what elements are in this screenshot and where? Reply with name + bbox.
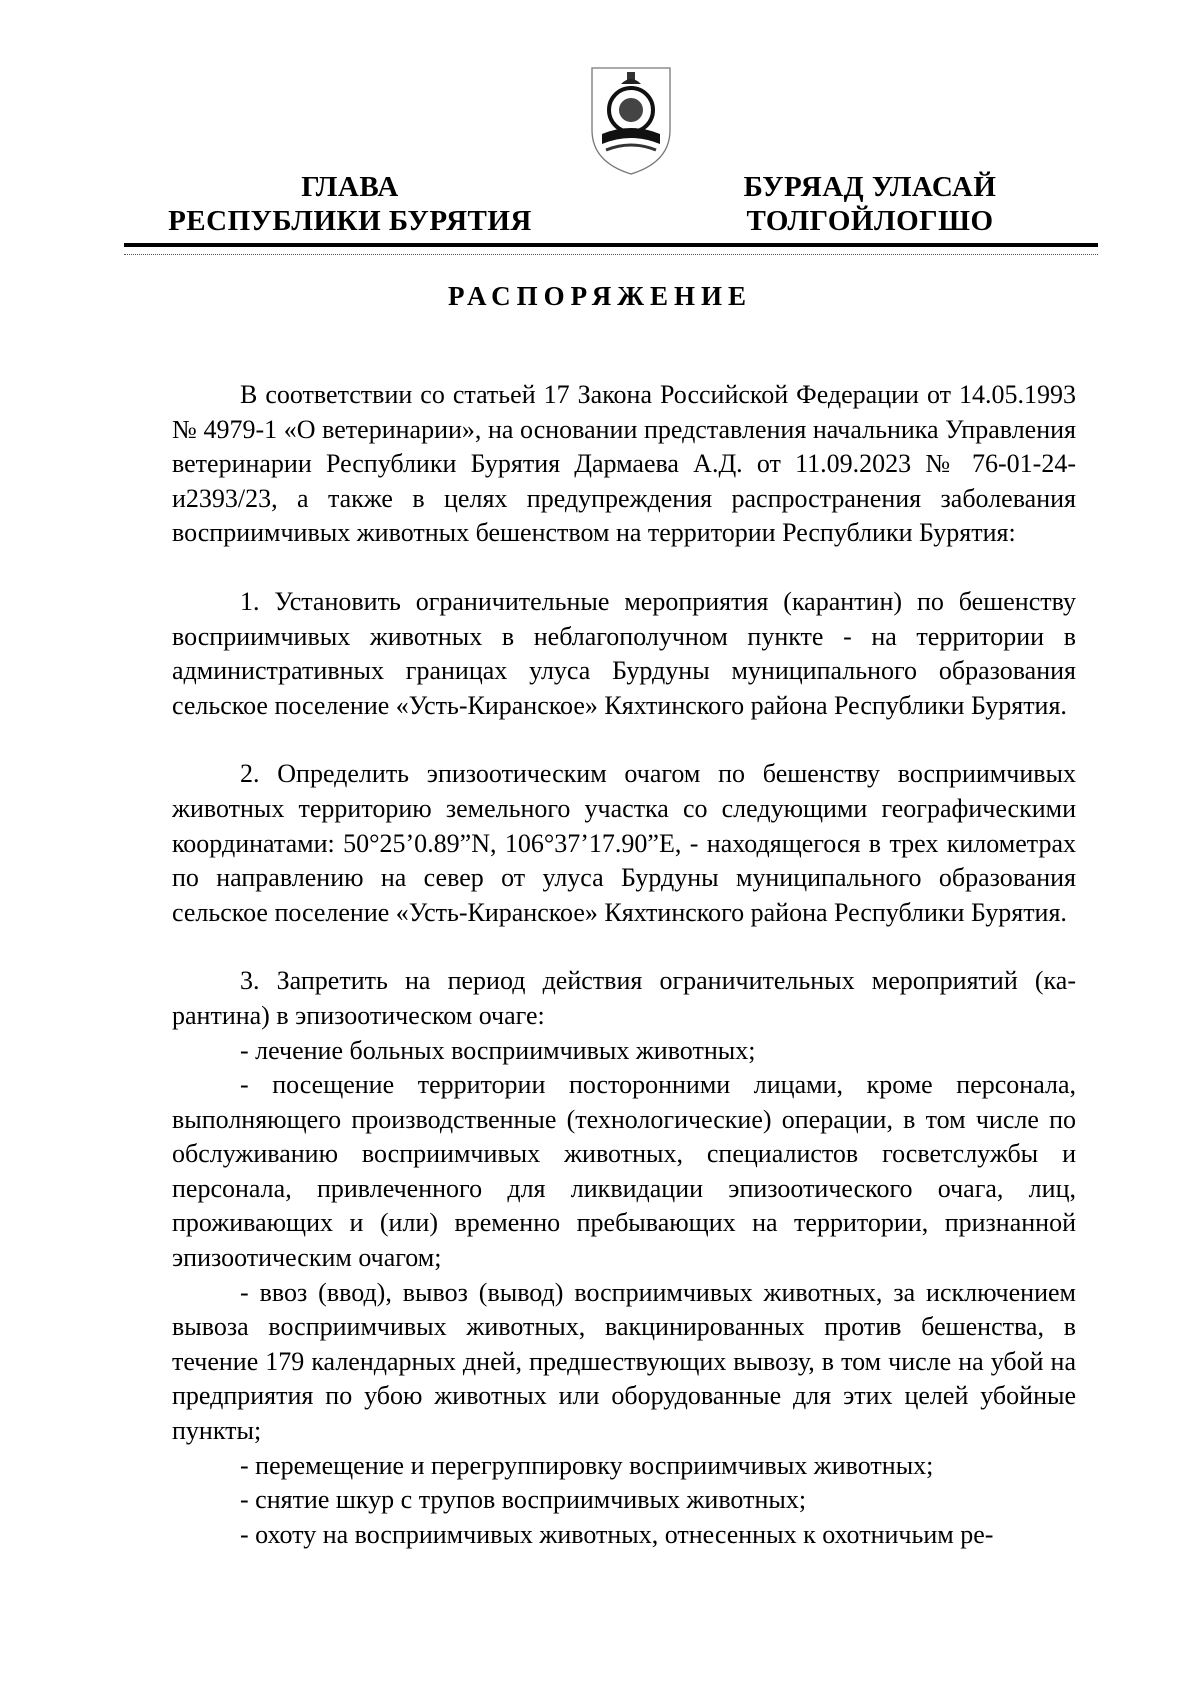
item-3-paragraph: 3. Запретить на период действия ограничительных мероприятий (карантина) в эпизоотическом очаге: [172, 966, 1076, 1030]
list-item: - охоту на восприимчивых животных, отнесенных к охотничьим ре- [240, 1519, 994, 1549]
issuer-title-buryat-line1: БУРЯАД УЛАСАЙ [743, 171, 997, 203]
intro-paragraph: В соответствии со статьей 17 Закона Российской Федерации от 14.05.1993 № 4979-1 «О ветеринарии», на основании представления начальника Управления ветеринарии Республики Бурятия Дармаева А.Д. от 11.09.2023 № 76-01-24-и2393/23, а также в целях предупреждения распространения заболевания восприимчивых животных бешенством на территории Республики Бурятия: [172, 380, 1076, 548]
list-item: - посещение территории посторонними лицами, кроме персонала, выполняющего производственные (технологические) операции, в том числе по обслуживанию восприимчивых животных, специалистов госветслужбы и персонала, привлеченного для ликвидации эпизоотического очага, лиц, проживающих и (или) временно пребывающих на территории, признанной эпизоотическим очагом; [172, 1070, 1076, 1273]
list-item: - перемещение и перегруппировку восприимчивых животных; [240, 1450, 934, 1480]
document-body [172, 378, 1076, 1552]
list-item: - лечение больных восприимчивых животных; [240, 1035, 756, 1065]
list-item: - снятие шкур с трупов восприимчивых животных; [240, 1485, 807, 1515]
document-title: РАСПОРЯЖЕНИЕ [447, 281, 753, 311]
header-divider-dotted [124, 254, 1098, 255]
list-item: - ввоз (ввод), вывоз (вывод) восприимчивых животных, за исключением вывоза восприимчивых животных, вакцинированных против бешенства, в течение 179 календарных дней, предшествующих вывозу, в том числе на убой на предприятия по убою животных или оборудованные для этих целей убойные пункты; [172, 1277, 1076, 1446]
issuer-title-line2: РЕСПУБЛИКИ БУРЯТИЯ [168, 205, 532, 237]
header-divider [124, 243, 1098, 247]
issuer-title-russian [165, 170, 535, 238]
issuer-title-buryat [720, 170, 1020, 238]
issuer-title-line1: ГЛАВА [301, 171, 399, 203]
issuer-title-buryat-line2: ТОЛГОЙЛОГШО [746, 205, 994, 237]
coat-of-arms-icon [588, 58, 674, 178]
item-2-paragraph: 2. Определить эпизоотическим очагом по бешенству восприимчивых животных территорию земельного участка со следующими географическими координатами: 50°25’0.89”N, 106°37’17.90”E, - находящегося в трех километрах по направлению на север от улуса Бурдуны муниципального образования сельское поселение «Усть-Киранское» Кяхтинского района Республики Бурятия. [172, 759, 1076, 927]
item-1-paragraph: 1. Установить ограничительные мероприятия (карантин) по бешенству восприимчивых животных в неблагополучном пункте - на территории в административных границах улуса Бурдуны муниципального образования сельское поселение «Усть-Киранское» Кяхтинского района Республики Бурятия. [172, 586, 1076, 720]
